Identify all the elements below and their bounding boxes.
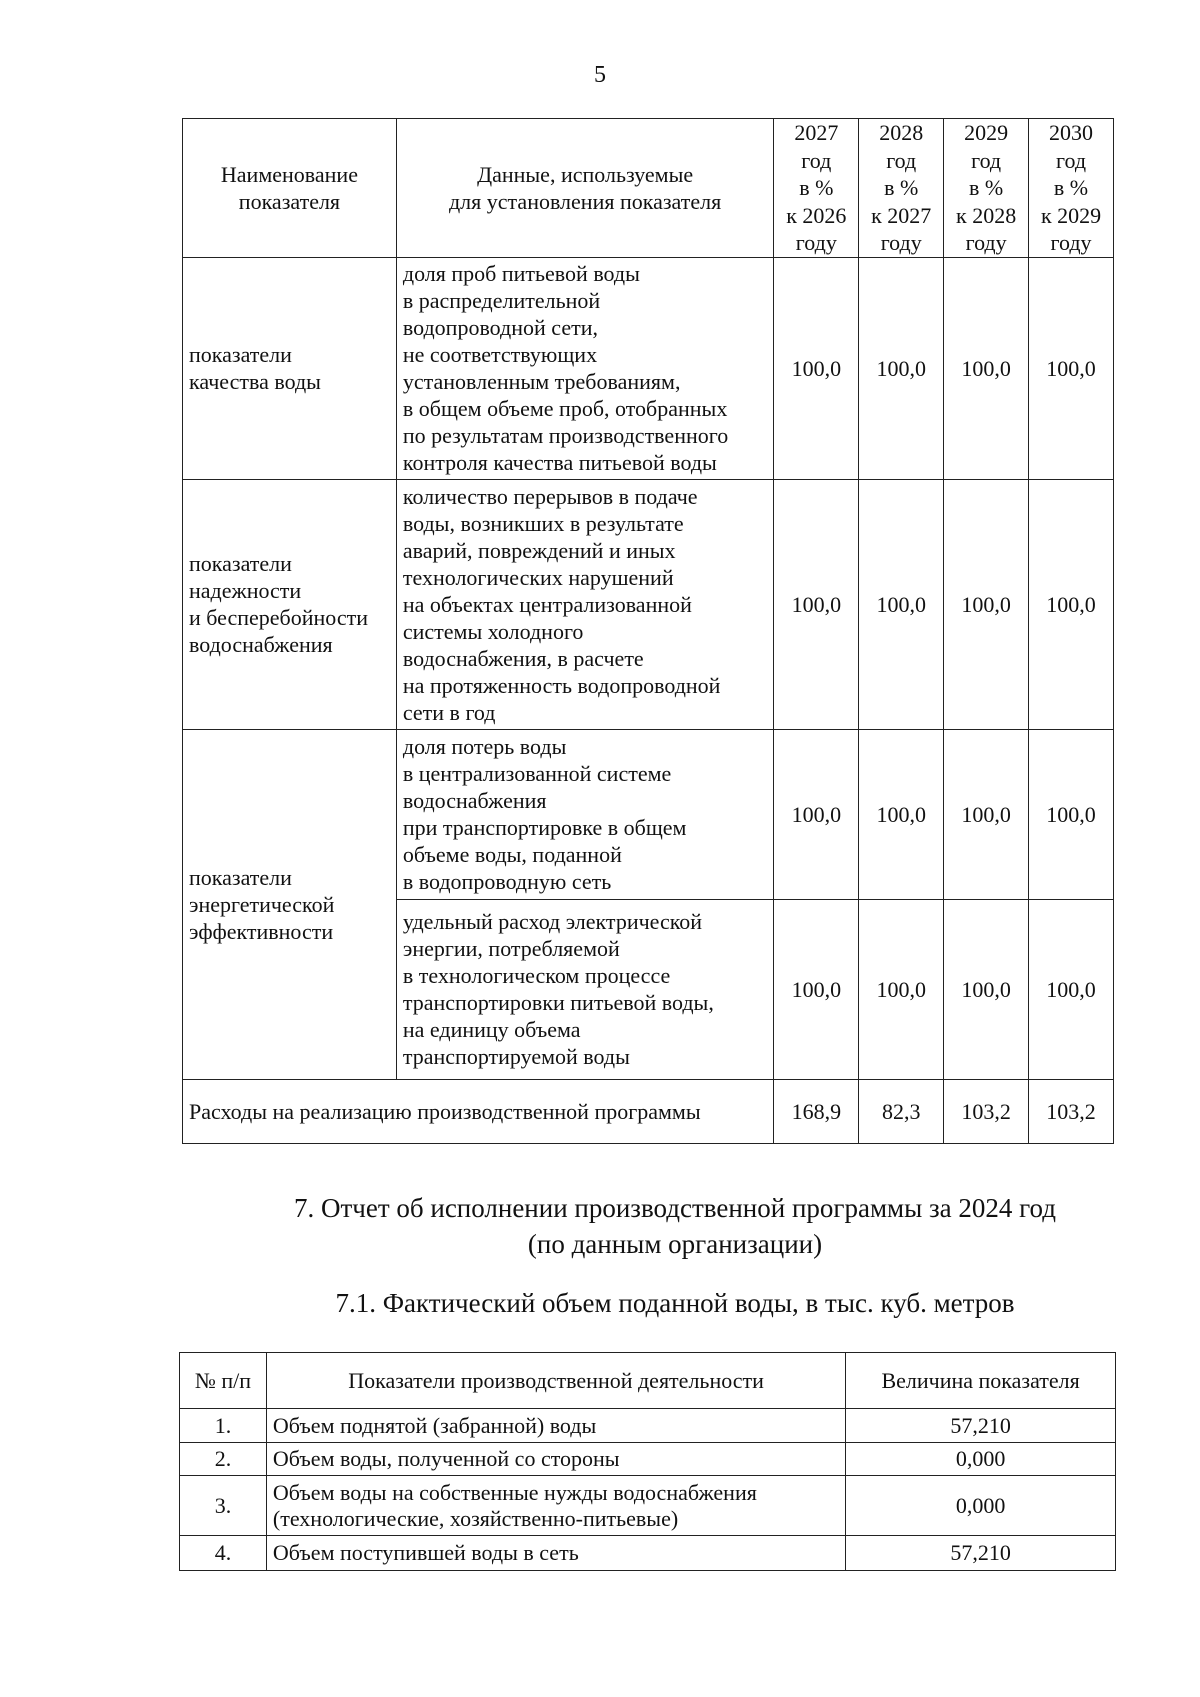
description-line: системы холодного	[402, 618, 584, 644]
value-cell: 100,0	[859, 257, 944, 479]
description-cell	[396, 729, 773, 899]
table-header-row	[183, 119, 1114, 258]
header-line: Данные, используемые	[477, 161, 694, 187]
table-row	[180, 1443, 1116, 1476]
value-cell: 100,0	[1029, 729, 1114, 899]
indicator-line: качества воды	[189, 369, 321, 394]
header-line: году	[880, 230, 922, 255]
header-number: № п/п	[180, 1353, 267, 1409]
description-line: удельный расход электрической	[402, 909, 703, 934]
description-line: при транспортировке в общем	[402, 815, 687, 840]
description-line: в общем объеме проб, отобранных	[402, 396, 728, 421]
row-indicator-line: Объем поднятой (забранной) воды	[272, 1412, 597, 1438]
description-line: на объектах централизованной	[402, 591, 692, 617]
value-cell: 100,0	[859, 729, 944, 899]
header-line: 2029	[964, 120, 1009, 145]
description-line: сети в год	[402, 699, 496, 725]
row-value: 0,000	[846, 1476, 1116, 1536]
indicator-line: водоснабжения	[189, 632, 333, 657]
header-line: к 2029	[1040, 202, 1102, 228]
description-line: установленным требованиям,	[402, 369, 681, 394]
description-line: водопроводной сети,	[402, 315, 598, 340]
header-line: году	[795, 230, 837, 255]
description-line: доля проб питьевой воды	[402, 261, 640, 286]
table-row	[180, 1409, 1116, 1443]
header-year-2028	[859, 119, 944, 258]
row-number: 3.	[180, 1476, 267, 1536]
description-line: в технологическом процессе	[402, 963, 671, 988]
header-year-2029	[944, 119, 1029, 258]
header-year-2027	[774, 119, 859, 258]
value-cell: 100,0	[944, 257, 1029, 479]
description-line: аварий, повреждений и иных	[402, 537, 676, 563]
costs-row	[183, 1079, 1114, 1143]
value-cell: 82,3	[859, 1079, 944, 1143]
header-line: в %	[1053, 175, 1089, 200]
row-value: 57,210	[846, 1409, 1116, 1443]
description-line: не соответствующих	[402, 342, 598, 367]
description-line: в распределительной	[402, 288, 601, 313]
header-line: 2027	[794, 120, 839, 145]
indicator-name-cell	[183, 479, 397, 729]
indicators-table	[182, 118, 1114, 1144]
row-number: 4.	[180, 1536, 267, 1571]
value-cell: 103,2	[944, 1079, 1029, 1143]
row-value: 0,000	[846, 1443, 1116, 1476]
header-line: показателя	[238, 188, 341, 214]
indicator-line: показатели	[189, 342, 292, 367]
indicator-line: эффективности	[189, 918, 334, 944]
costs-label: Расходы на реализацию производственной программы	[183, 1079, 774, 1143]
header-line: 2028	[879, 120, 924, 145]
section-title-line: 7. Отчет об исполнении производственной программы за 2024 год	[293, 1193, 1057, 1223]
description-line: энергии, потребляемой	[402, 936, 620, 961]
row-number: 1.	[180, 1409, 267, 1443]
header-line: Наименование	[220, 161, 358, 187]
value-cell: 100,0	[944, 479, 1029, 729]
row-indicator-line: Объем воды, полученной со стороны	[272, 1446, 620, 1471]
water-volume-table	[179, 1352, 1116, 1571]
indicator-line: надежности	[189, 578, 302, 603]
table-row	[183, 479, 1114, 729]
value-cell: 100,0	[859, 479, 944, 729]
row-indicator	[266, 1409, 845, 1443]
row-value: 57,210	[846, 1536, 1116, 1571]
description-line: в централизованной системе	[402, 761, 672, 786]
header-line: к 2026	[786, 202, 847, 228]
value-cell: 100,0	[774, 729, 859, 899]
description-line: транспортировки питьевой воды,	[402, 990, 714, 1015]
value-cell: 100,0	[944, 729, 1029, 899]
value-cell: 100,0	[774, 257, 859, 479]
value-cell: 100,0	[1029, 257, 1114, 479]
header-line: год	[1056, 147, 1087, 173]
description-line: объеме воды, поданной	[402, 842, 622, 867]
value-cell: 100,0	[1029, 899, 1114, 1079]
row-number: 2.	[180, 1443, 267, 1476]
description-line: доля потерь воды	[402, 734, 567, 759]
header-line: год	[801, 147, 832, 173]
header-data-used	[396, 119, 773, 258]
header-year-2030	[1029, 119, 1114, 258]
table-row	[180, 1536, 1116, 1571]
description-line: по результатам производственного	[402, 423, 729, 448]
header-line: году	[1050, 230, 1092, 255]
row-indicator-line: Объем воды на собственные нужды водоснабжения	[272, 1479, 757, 1505]
indicator-name-cell	[183, 257, 397, 479]
value-cell: 100,0	[1029, 479, 1114, 729]
header-line: году	[965, 230, 1007, 255]
indicator-name-cell	[183, 729, 397, 1079]
description-line: в водопроводную сеть	[402, 869, 612, 894]
description-line: на единицу объема	[402, 1017, 581, 1042]
indicator-line: энергетической	[189, 891, 335, 917]
row-indicator	[266, 1443, 845, 1476]
row-indicator-line: (технологические, хозяйственно-питьевые)	[272, 1505, 679, 1531]
value-cell: 100,0	[859, 899, 944, 1079]
indicator-line: показатели	[189, 551, 292, 576]
description-line: водоснабжения	[402, 788, 547, 813]
header-line: в %	[884, 175, 919, 200]
description-cell	[396, 479, 773, 729]
row-indicator	[266, 1476, 845, 1536]
description-line: на протяженность водопроводной	[402, 672, 721, 698]
description-line: водоснабжения, в расчете	[402, 645, 644, 671]
table-header-row	[180, 1353, 1116, 1409]
table-row	[183, 729, 1114, 899]
header-line: год	[886, 147, 917, 173]
header-line: к 2028	[956, 202, 1017, 228]
value-cell: 100,0	[774, 899, 859, 1079]
row-indicator-line: Объем поступившей воды в сеть	[272, 1540, 579, 1565]
description-line: технологических нарушений	[402, 564, 674, 590]
row-indicator	[266, 1536, 845, 1571]
header-line: к 2027	[871, 202, 932, 228]
value-cell: 100,0	[774, 479, 859, 729]
table-row	[183, 257, 1114, 479]
description-line: воды, возникших в результате	[402, 510, 684, 536]
description-cell	[396, 257, 773, 479]
description-line: транспортируемой воды	[402, 1044, 630, 1069]
table-row	[180, 1476, 1116, 1536]
indicator-line: показатели	[189, 864, 292, 890]
value-cell: 168,9	[774, 1079, 859, 1143]
description-cell	[396, 899, 773, 1079]
page-number: 5	[594, 62, 606, 88]
header-line: в %	[799, 175, 834, 200]
section-title	[0, 1190, 1200, 1262]
value-cell: 100,0	[944, 899, 1029, 1079]
header-line: год	[971, 147, 1002, 173]
indicator-line: и бесперебойности	[189, 605, 368, 630]
value-cell: 103,2	[1029, 1079, 1114, 1143]
header-line: для установления показателя	[448, 188, 722, 214]
subsection-title: 7.1. Фактический объем поданной воды, в тыс. куб. метров	[335, 1288, 1015, 1318]
header-indicator-name	[183, 119, 397, 258]
description-line: контроля качества питьевой воды	[402, 450, 717, 475]
header-value: Величина показателя	[846, 1353, 1116, 1409]
header-line: 2030	[1049, 120, 1094, 145]
section-title-line: (по данным организации)	[527, 1229, 823, 1259]
header-indicator: Показатели производственной деятельности	[266, 1353, 845, 1409]
description-line: количество перерывов в подаче	[402, 483, 698, 509]
header-line: в %	[969, 175, 1004, 200]
